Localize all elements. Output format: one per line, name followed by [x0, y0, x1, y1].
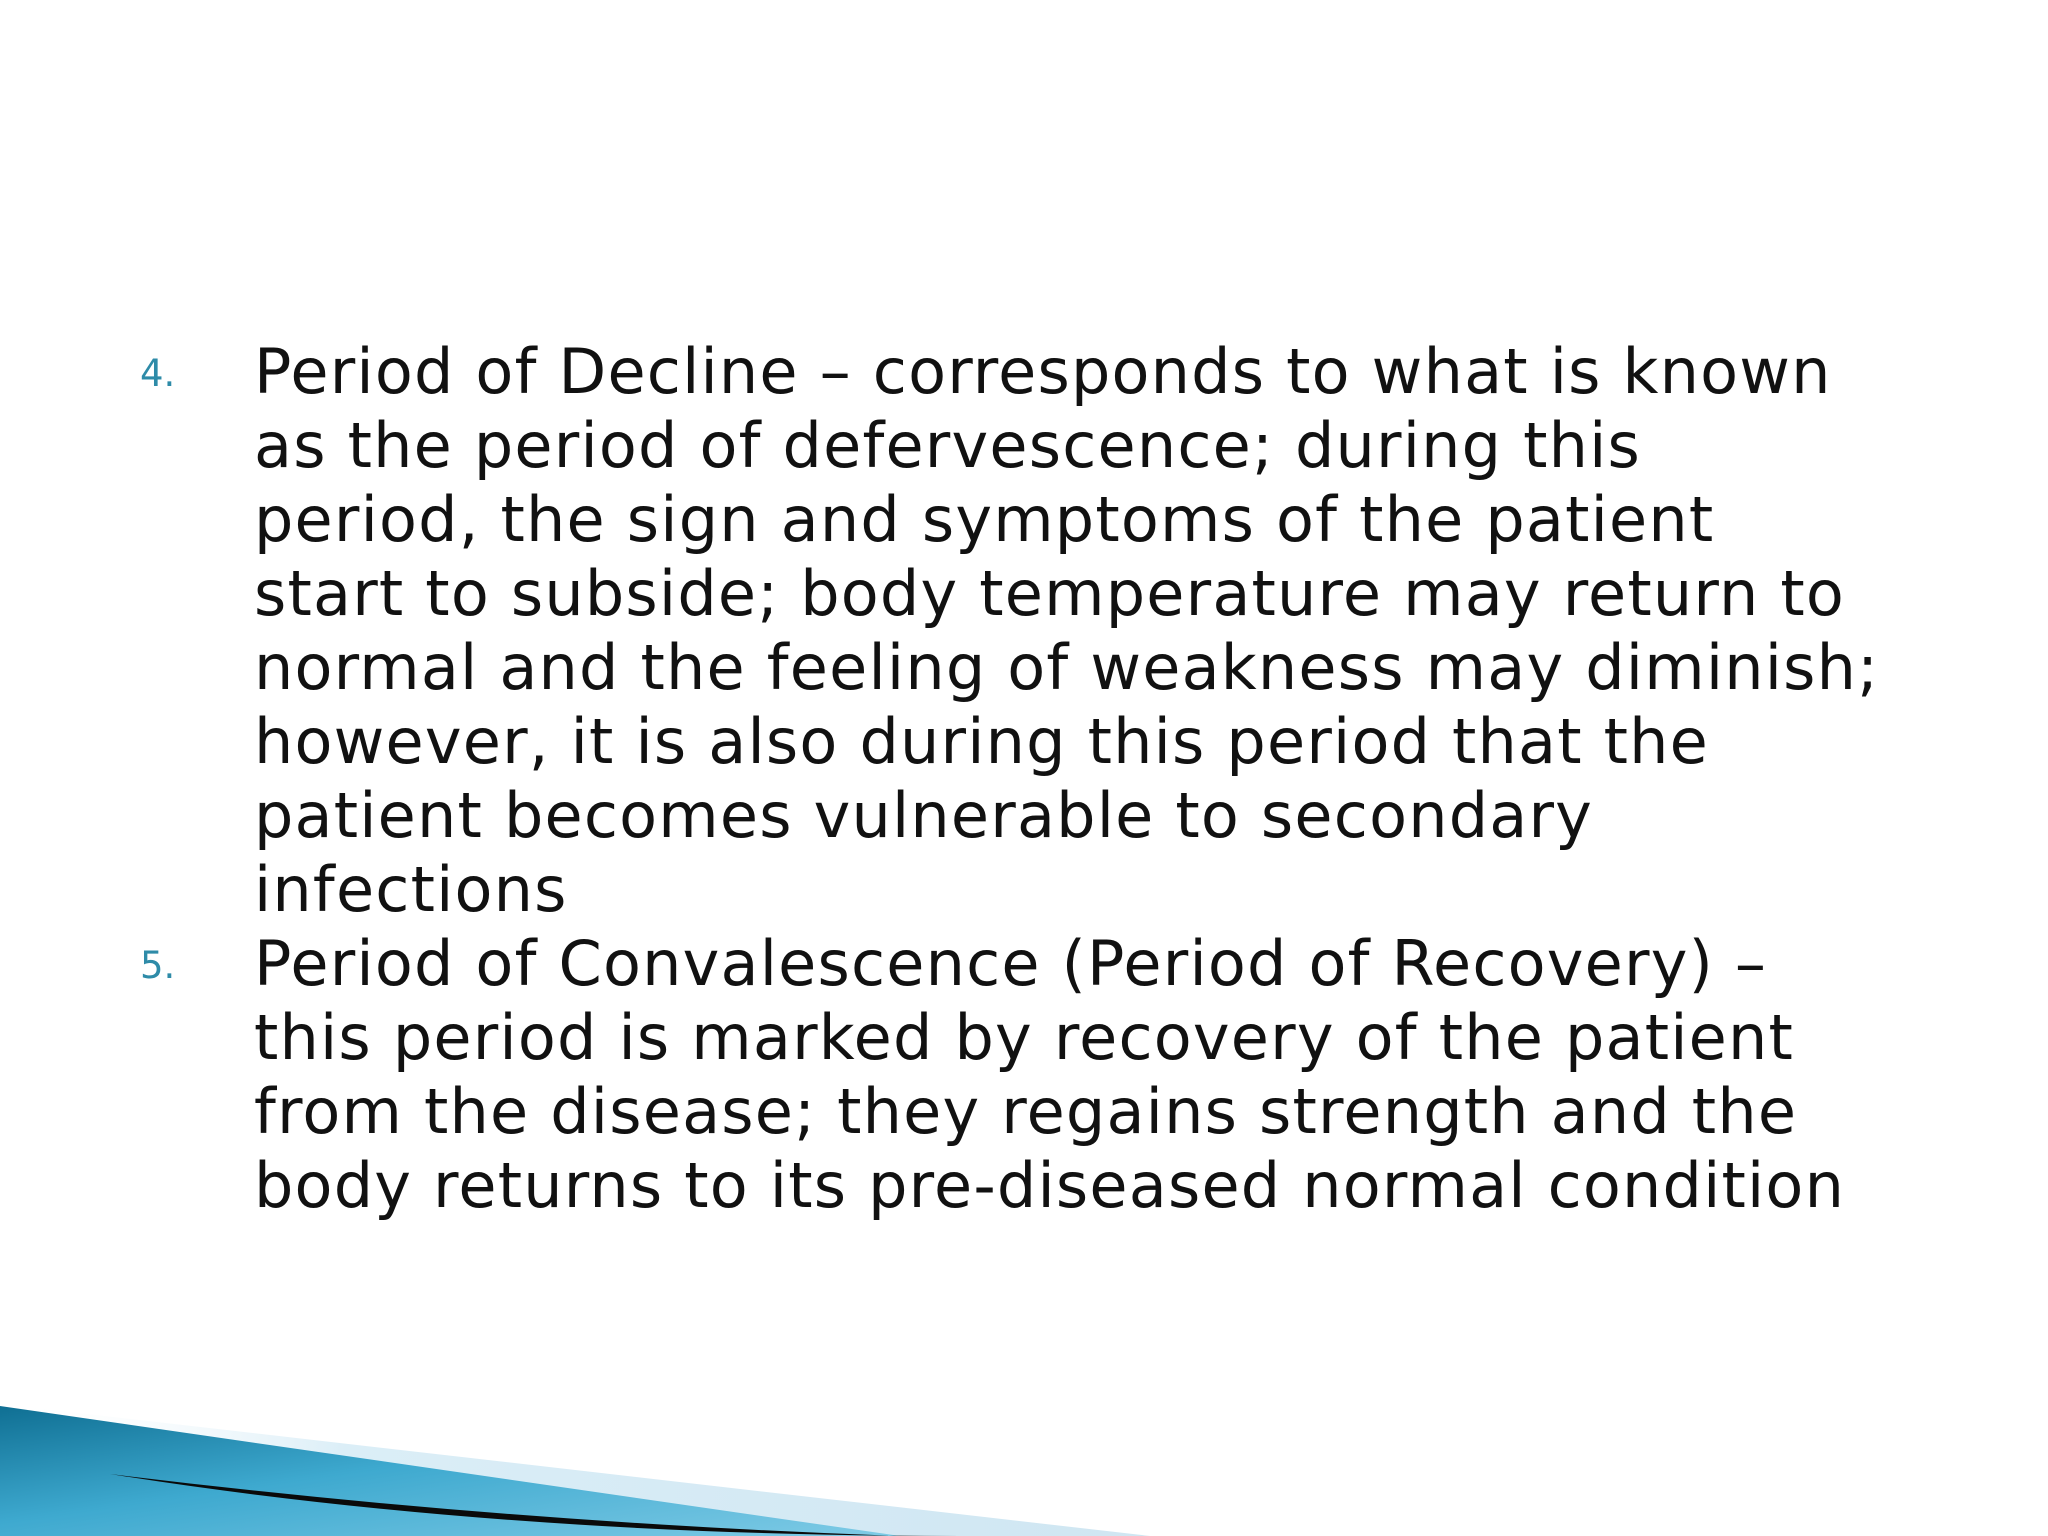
- list-number: 4.: [140, 352, 176, 395]
- corner-swoosh-decoration: [0, 1276, 2048, 1536]
- list-item-text: [254, 335, 1960, 927]
- list-number: 5.: [140, 944, 176, 987]
- text-line: from the disease; they regains strength and the: [254, 1075, 1798, 1148]
- slide-body: [140, 335, 1960, 1223]
- text-line: patient becomes vulnerable to secondary: [254, 779, 1594, 852]
- text-line: Period of Decline – corresponds to what is known: [254, 335, 1832, 408]
- text-line: however, it is also during this period that the: [254, 705, 1710, 778]
- text-line: this period is marked by recovery of the patient: [254, 1001, 1794, 1074]
- blue-wedge: [0, 1406, 900, 1536]
- text-line: body returns to its pre-diseased normal condition: [254, 1149, 1846, 1222]
- text-line: period, the sign and symptoms of the patient: [254, 483, 1715, 556]
- list-item-5: [140, 927, 1960, 1223]
- list-item-4: [140, 335, 1960, 927]
- list-item-text: [254, 927, 1960, 1223]
- text-line: normal and the feeling of weakness may diminish;: [254, 631, 1880, 704]
- text-line: start to subside; body temperature may return to: [254, 557, 1846, 630]
- text-line: Period of Convalescence (Period of Recovery) –: [254, 927, 1768, 1000]
- text-line: as the period of defervescence; during this: [254, 409, 1642, 482]
- text-line: infections: [254, 853, 568, 926]
